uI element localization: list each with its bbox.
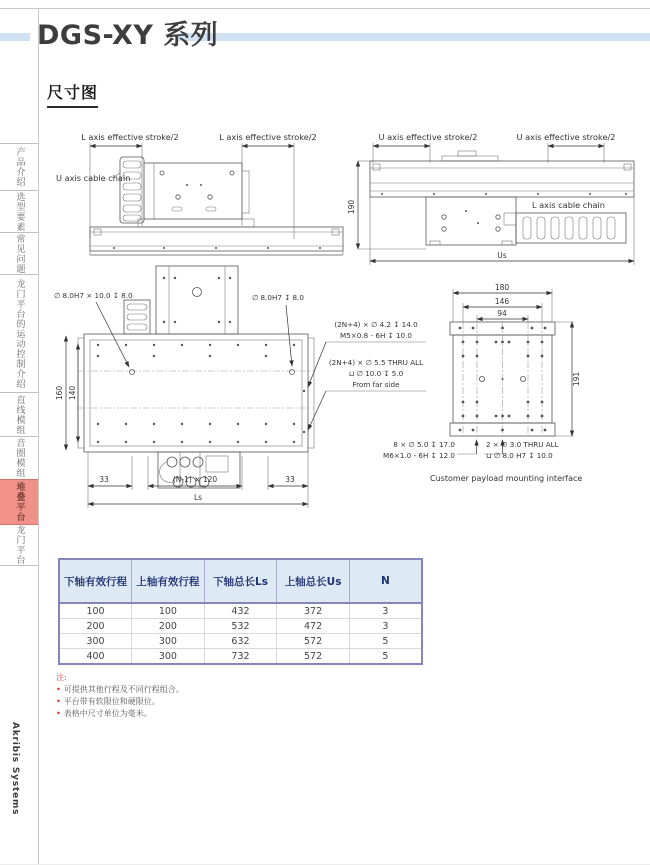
- spec-table-header-row: [59, 559, 422, 603]
- cell: 5: [349, 649, 422, 665]
- note-thru-holes-1: (2N+4) × ∅ 5.5 THRU ALL: [328, 358, 424, 367]
- payload-caption: Customer payload mounting interface: [430, 474, 583, 483]
- cell: 100: [59, 603, 132, 619]
- note-item: • 平台带有软限位和硬限位。: [56, 697, 160, 706]
- dim-146: 146: [494, 297, 510, 306]
- spec-table: [58, 558, 423, 665]
- dim-33-left: 33: [99, 475, 109, 484]
- sidebar-item-gantry-motion-control[interactable]: [0, 274, 38, 392]
- notes: [56, 672, 184, 720]
- callout-dowel-left: ∅ 8.0H7 × 10.0 ↧ 8.0: [54, 291, 133, 300]
- sidebar-item-voice-coil-module[interactable]: [0, 436, 38, 479]
- label-u-cable-chain: U axis cable chain: [56, 173, 131, 183]
- note-tapped-1: 8 × ∅ 5.0 ↧ 17.0: [393, 440, 455, 449]
- sidebar-item-label: 常见问题: [14, 233, 25, 274]
- cell: 432: [204, 603, 277, 619]
- cell: 3: [349, 619, 422, 634]
- dim-33-right: 33: [285, 475, 295, 484]
- col-header-us: 上轴总长Us: [277, 559, 350, 603]
- sidebar-item-stacked-stage-active[interactable]: [0, 479, 38, 524]
- sidebar-item-label: 选型要素: [14, 191, 25, 232]
- cell: 572: [277, 649, 350, 665]
- cell: 5: [349, 634, 422, 649]
- dim-us: Us: [497, 251, 507, 260]
- sidebar-item-label: 堆叠平台: [14, 482, 25, 522]
- dim-180: 180: [494, 283, 510, 292]
- drawing-payload-interface: [376, 274, 648, 492]
- sidebar-item-label: 直线模组: [14, 394, 25, 435]
- note-dowel-1: 2 × ∅ 3.0 THRU ALL: [486, 440, 559, 449]
- drawing-side-view: [346, 131, 646, 273]
- dim-ls: Ls: [193, 493, 203, 502]
- table-row: [59, 603, 422, 619]
- note-item: • 表格中尺寸单位为毫米。: [56, 709, 152, 718]
- payload-hole-grid: [459, 327, 547, 432]
- cell: 472: [277, 619, 350, 634]
- sidebar: [0, 143, 38, 566]
- cell: 200: [132, 619, 205, 634]
- sidebar-item-faq[interactable]: [0, 232, 38, 274]
- dim-label-l-stroke-left: L axis effective stroke/2: [81, 132, 179, 142]
- cell: 400: [59, 649, 132, 665]
- accent-bar-left: [0, 33, 30, 41]
- top-divider: [0, 8, 650, 9]
- sidebar-item-product-intro[interactable]: [0, 143, 38, 190]
- sidebar-item-linear-module[interactable]: [0, 392, 38, 436]
- cell: 200: [59, 619, 132, 634]
- col-header-lower-stroke: 下轴有效行程: [59, 559, 132, 603]
- dim-160: 160: [55, 385, 64, 401]
- cell: 372: [277, 603, 350, 619]
- bullet-icon: •: [56, 709, 61, 718]
- sidebar-item-selection[interactable]: [0, 190, 38, 232]
- notes-label: 注:: [56, 673, 67, 682]
- bullet-icon: •: [56, 685, 61, 694]
- col-header-ls: 下轴总长Ls: [204, 559, 277, 603]
- drawing-top-view: [54, 260, 429, 515]
- note-tapped-holes-1: (2N+4) × ∅ 4.2 ↧ 14.0: [334, 320, 418, 329]
- sidebar-divider: [38, 8, 39, 864]
- cell: 572: [277, 634, 350, 649]
- dim-label-u-stroke-right: U axis effective stroke/2: [516, 132, 616, 142]
- note-dowel-2: ⊔ ∅ 8.0 H7 ↧ 10.0: [486, 451, 553, 460]
- table-row: [59, 634, 422, 649]
- brand-vertical-text: Akribis Systems: [10, 722, 20, 816]
- cell: 732: [204, 649, 277, 665]
- dim-pitch: (N-1) × 120: [172, 475, 218, 484]
- table-row: [59, 619, 422, 634]
- note-item: • 可提供其他行程及不同行程组合。: [56, 685, 184, 694]
- cell: 300: [132, 649, 205, 665]
- note-thru-holes-3: From far side: [352, 380, 400, 389]
- callout-dowel-right: ∅ 8.0H7 ↧ 8.0: [252, 293, 304, 302]
- cell: 632: [204, 634, 277, 649]
- dim-94: 94: [497, 309, 507, 318]
- cell: 300: [132, 634, 205, 649]
- cell: 3: [349, 603, 422, 619]
- sidebar-item-label: 音圈模组: [14, 438, 25, 478]
- cell: 100: [132, 603, 205, 619]
- sidebar-item-label: 产品介绍: [14, 147, 25, 187]
- bullet-icon: •: [56, 697, 61, 706]
- cell: 300: [59, 634, 132, 649]
- sidebar-item-label: 龙门平台的运动控制介绍: [14, 278, 25, 389]
- table-row: [59, 649, 422, 665]
- sidebar-item-gantry-stage[interactable]: [0, 524, 38, 566]
- note-thru-holes-2: ⊔ ∅ 10.0 ↧ 5.0: [348, 369, 404, 378]
- col-header-upper-stroke: 上轴有效行程: [132, 559, 205, 603]
- dim-label-u-stroke-left: U axis effective stroke/2: [378, 132, 478, 142]
- section-title: 尺寸图: [47, 80, 98, 108]
- dim-191: 191: [572, 371, 581, 387]
- dim-label-l-stroke-right: L axis effective stroke/2: [219, 132, 317, 142]
- accent-bar-right: [178, 33, 650, 41]
- label-l-cable-chain: L axis cable chain: [532, 200, 605, 210]
- page-title: DGS-XY 系列: [37, 20, 219, 51]
- dim-190: 190: [347, 199, 356, 215]
- drawing-front-view: [54, 131, 346, 259]
- note-tapped-holes-2: M5×0.8 - 6H ↧ 10.0: [340, 331, 412, 340]
- cell: 532: [204, 619, 277, 634]
- note-tapped-2: M6×1.0 - 6H ↧ 12.0: [383, 451, 455, 460]
- col-header-n: N: [349, 559, 422, 603]
- hole-grid: [97, 344, 305, 443]
- dim-140: 140: [68, 385, 77, 401]
- sidebar-item-label: 龙门平台: [14, 525, 25, 565]
